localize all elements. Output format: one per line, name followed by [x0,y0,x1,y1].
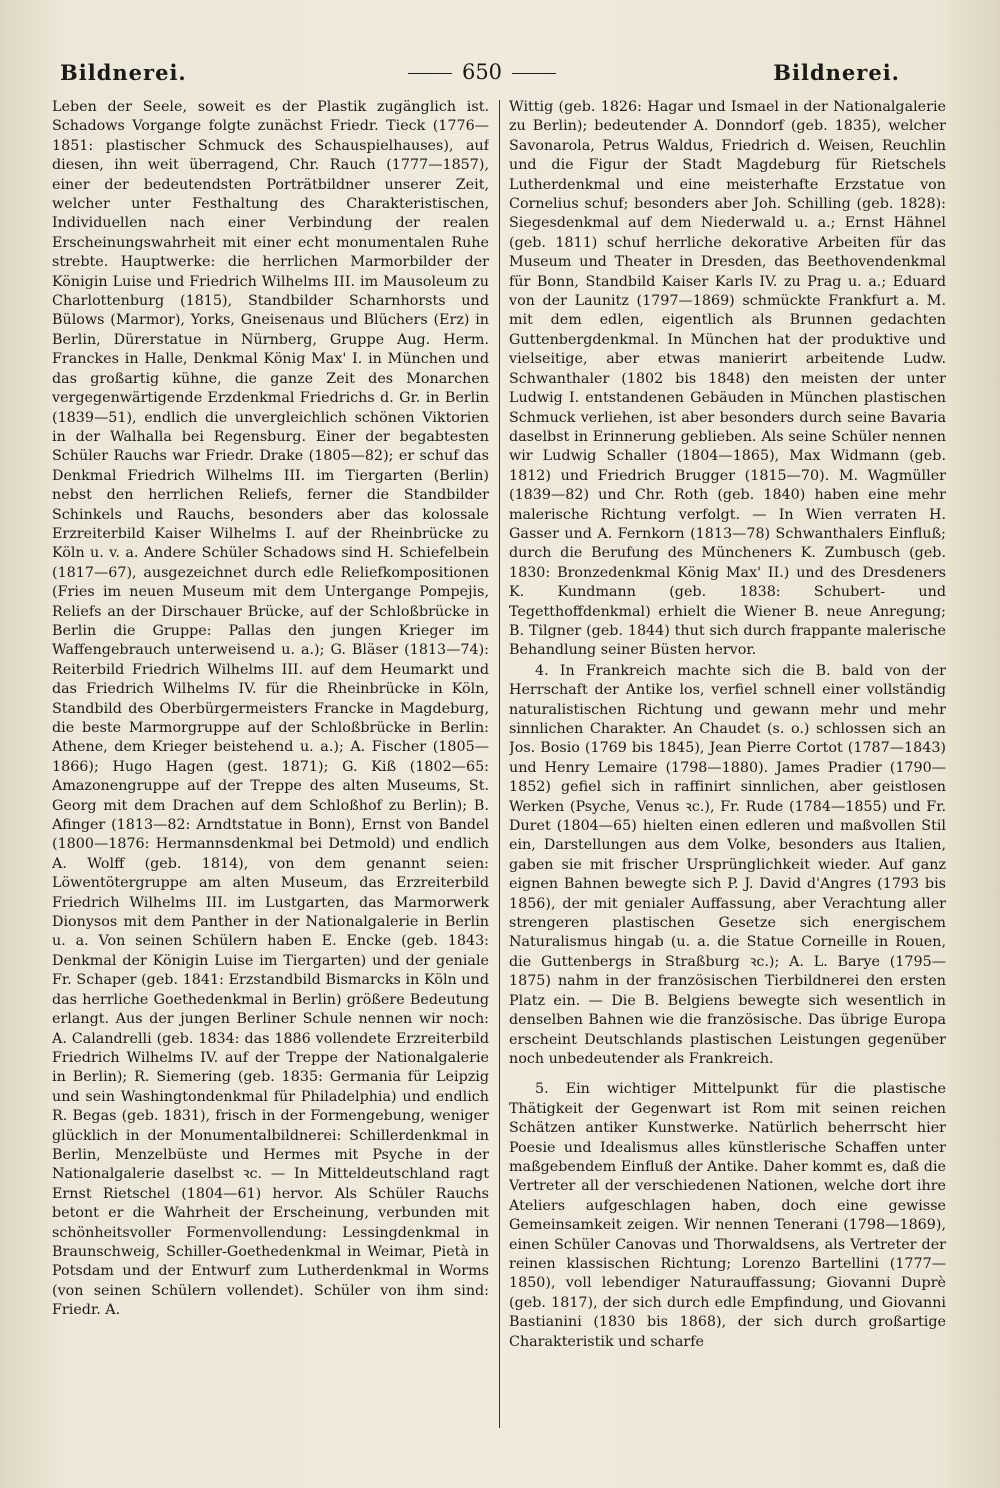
running-head-right: Bildnerei. [773,60,900,85]
dash-rule-right [512,73,556,74]
right-column [509,98,946,1434]
left-paragraph-1: Leben der Seele, soweit es der Plastik zugänglich ist. Schadows Vorgange folgte zunächst Friedr. Tieck (1776—1851: plastischer Schmuck des Schauspielhauses), auf diesen, ihn weit überragend, Chr. Rauch (1777—1857), einer der bedeutendsten Porträtbildner unserer Zeit, welcher unter Festhaltung des Charakteristischen, Individuellen nach einer Verbindung der realen Erscheinungswahrheit mit einer echt monumentalen Ruhe strebte. Hauptwerke: die herrlichen Marmorbilder der Königin Luise und Friedrich Wilhelms III. im Mausoleum zu Charlottenburg (1815), Standbilder Scharnhorsts und Bülows (Marmor), Yorks, Gneisenaus und Blüchers (Erz) in Berlin, Dürerstatue in Nürnberg, Gruppe Aug. Herm. Franckes in Halle, Denkmal König Max' I. in München und das großartig kühne, die ganze Zeit des Monarchen vergegenwärtigende Erzdenkmal Friedrichs d. Gr. in Berlin (1839—51), endlich die unvergleichlich schönen Viktorien in der Walhalla bei Regensburg. Einer der begabtesten Schüler Rauchs war Friedr. Drake (1805—82); er schuf das Denkmal Friedrich Wilhelms III. im Tiergarten (Berlin) nebst den herrlichen Reliefs, ferner die Standbilder Schinkels und Rauchs, besonders aber das kolossale Erzreiterbild Kaiser Wilhelms I. auf der Rheinbrücke zu Köln u. v. a. Andere Schüler Schadows sind H. Schiefelbein (1817—67), ausgezeichnet durch edle Reliefkompositionen (Fries im neuen Museum mit dem Untergange Pompejis, Reliefs an der Dirschauer Brücke, auf der Schloßbrücke in Berlin die Gruppe: Pallas den jungen Krieger im Waffengebrauch unterweisend u. a.); G. Bläser (1813—74): Reiterbild Friedrich Wilhelms III. auf dem Heumarkt und das Friedrich Wilhelms IV. für die Rheinbrücke in Köln, Standbild des Oberbürgermeisters Francke in Magdeburg, die beste Marmorgruppe auf der Schloßbrücke in Berlin: Athene, dem Krieger beistehend u. a.); A. Fischer (1805—1866); Hugo Hagen (gest. 1871); G. Kiß (1802—65: Amazonengruppe auf der Treppe des alten Museums, St. Georg mit dem Drachen auf dem Schloßhof zu Berlin); B. Afinger (1813—82: Arndtstatue in Bonn), Ernst von Bandel (1800—1876: Hermannsdenkmal bei Detmold) und endlich A. Wolff (geb. 1814), von dem genannt seien: Löwentötergruppe am alten Museum, das Erzreiterbild Friedrich Wilhelms III. im Lustgarten, das Marmorwerk Dionysos mit dem Panther in der Nationalgalerie in Berlin u. a. Von seinen Schülern haben E. Encke (geb. 1843: Denkmal der Königin Luise im Tiergarten) und der geniale Fr. Schaper (geb. 1841: Erzstandbild Bismarcks in Köln und das herrliche Goethedenkmal in Berlin) größere Bedeutung erlangt. Aus der jungen Berliner Schule nennen wir noch: A. Calandrelli (geb. 1834: das 1886 vollendete Erzreiterbild Friedrich Wilhelms IV. auf der Treppe der Nationalgalerie in Berlin); R. Siemering (geb. 1835: Germania für Leipzig und sein Washingtondenkmal für Philadelphia) und endlich R. Begas (geb. 1831), frisch in der Formengebung, weniger glücklich in der Monumentalbildnerei: Schillerdenkmal in Berlin, Menzelbüste und Hermes mit Psyche in der Nationalgalerie daselbst ꝛc. — In Mitteldeutschland ragt Ernst Rietschel (1804—61) hervor. Als Schüler Rauchs betont er die Wahrheit der Erscheinung, verbunden mit schönheitsvoller Formenvollendung: Lessingdenkmal in Braunschweig, Schiller-Goethedenkmal in Weimar, Pietà in Potsdam und der Entwurf zum Lutherdenkmal in Worms (von seinen Schülern vollendet). Schüler von ihm sind: Friedr. A. [52,99,489,1319]
page-number-block [392,60,572,84]
page-header [60,56,900,96]
page-number: 650 [461,60,503,84]
dash-rule-left [408,73,452,74]
right-paragraph-1: Wittig (geb. 1826: Hagar und Ismael in der Nationalgalerie zu Berlin); bedeutender A. Donndorf (geb. 1835), welcher Savonarola, Petrus Waldus, Friedrich d. Weisen, Reuchlin und die Figur der Stadt Magdeburg für Rietschels Lutherdenkmal und eine meisterhafte Erzstatue von Cornelius schuf; besonders aber Joh. Schilling (geb. 1828): Siegesdenkmal auf dem Niederwald u. a.; Ernst Hähnel (geb. 1811) schuf herrliche dekorative Arbeiten für das Museum und Theater in Dresden, das Beethovendenkmal für Bonn, Standbild Kaiser Karls IV. zu Prag u. a.; Eduard von der Launitz (1797—1869) schmückte Frankfurt a. M. mit dem edlen, eigentlich als Brunnen gedachten Guttenbergdenkmal. In München hat der produktive und vielseitige, aber etwas manierirt arbeitende Ludw. Schwanthaler (1802 bis 1848) den meisten der unter Ludwig I. entstandenen Gebäuden in München plastischen Schmuck verliehen, ist aber besonders durch seine Bavaria daselbst in Erinnerung geblieben. Als seine Schüler nennen wir Ludwig Schaller (1804—1865), Max Widmann (geb. 1812) und Friedrich Brugger (1815—70). M. Wagmüller (1839—82) und Chr. Roth (geb. 1840) haben eine mehr malerische Richtung verfolgt. — In Wien verraten H. Gasser und A. Fernkorn (1813—78) Schwanthalers Einfluß; durch die Berufung des Müncheners K. Zumbusch (geb. 1830: Bronzedenkmal König Max' II.) und des Dresdeners K. Kundmann (geb. 1838: Schubert- und Tegetthoffdenkmal) erhielt die Wiener B. neue Anregung; B. Tilgner (geb. 1844) thut sich durch frappante malerische Behandlung seiner Büsten hervor. [509,99,946,659]
column-divider [499,100,500,1428]
right-paragraph-3: 5. Ein wichtiger Mittelpunkt für die plastische Thätigkeit der Gegenwart ist Rom mit seinen reichen Schätzen antiker Kunstwerke. Natürlich beherrscht hier Poesie und Idealismus alles künstlerische Schaffen unter maßgebendem Einfluß der Antike. Daher kommt es, daß die Vertreter all der verschiedenen Nationen, welche dort ihre Ateliers aufgeschlagen haben, doch eine gewisse Gemeinsamkeit zeigen. Wir nennen Tenerani (1798—1869), einen Schüler Canovas und Thorwaldsens, als Vertreter der reinen klassischen Richtung; Lorenzo Bartellini (1777—1850), voll lebendiger Naturauffassung; Giovanni Duprè (geb. 1817), der sich durch edle Empfindung, und Giovanni Bastianini (1830 bis 1868), der sich durch großartige Charakteristik und scharfe [509,1081,946,1350]
text-columns [52,98,952,1434]
running-head-left: Bildnerei. [60,60,187,85]
left-column [52,98,489,1434]
right-paragraph-2: 4. In Frankreich machte sich die B. bald von der Herrschaft der Antike los, verfiel schnell einer vollständig naturalistischen Richtung und gewann mehr und mehr sinnlichen Charakter. An Chaudet (s. o.) schlossen sich an Jos. Bosio (1769 bis 1845), Jean Pierre Cortot (1787—1843) und Henry Lemaire (1798—1880). James Pradier (1790—1852) gefiel sich in raffinirt sinnlichen, aber geistlosen Werken (Psyche, Venus ꝛc.), Fr. Rude (1784—1855) und Fr. Duret (1804—65) hielten einen edleren und maßvollen Stil ein, Darstellungen aus dem Volke, besonders aus Italien, gaben sie mit frischer Ursprünglichkeit wieder. Auf ganz eignen Bahnen bewegte sich P. J. David d'Angres (1793 bis 1856), der mit genialer Auffassung, aber Verachtung aller strengeren plastischen Gesetze sich energischem Naturalismus hingab (u. a. die Statue Corneille in Rouen, die Guttenbergs in Straßburg ꝛc.); A. L. Barye (1795—1875) nahm in der französischen Tierbildnerei den ersten Platz ein. — Die B. Belgiens bewegte sich wesentlich in denselben Bahnen wie die französische. Das übrige Europa erscheint Deutschlands plastischen Leistungen gegenüber noch unbedeutender als Frankreich. [509,662,946,1067]
